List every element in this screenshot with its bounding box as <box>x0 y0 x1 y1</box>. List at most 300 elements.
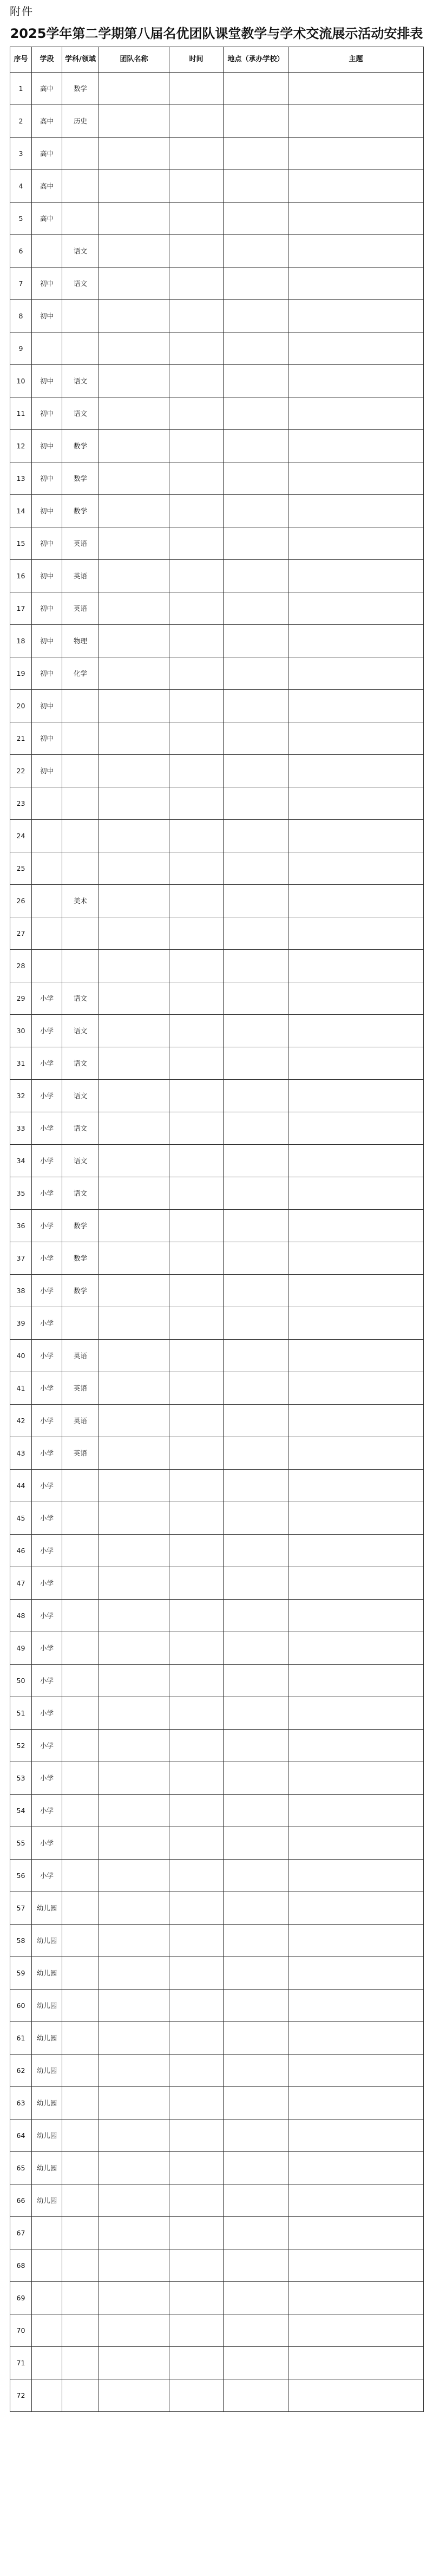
col-header-topic: 主题 <box>288 47 424 73</box>
table-row <box>10 722 424 755</box>
row-stage <box>32 1437 62 1470</box>
row-stage-text: 小学 <box>40 1059 54 1067</box>
row-stage <box>32 2120 62 2152</box>
row-venue <box>224 2022 288 2055</box>
row-time <box>169 2055 224 2087</box>
row-number-text: 44 <box>16 1481 25 1490</box>
row-venue <box>224 1892 288 1925</box>
row-subject-text: 语文 <box>73 376 87 385</box>
row-subject <box>62 950 99 982</box>
row-subject <box>62 1535 99 1567</box>
row-stage-text: 初中 <box>40 571 54 580</box>
row-stage-text: 小学 <box>40 1481 54 1490</box>
row-number <box>10 203 32 235</box>
row-time <box>169 105 224 138</box>
row-stage <box>32 1210 62 1242</box>
row-stage <box>32 300 62 332</box>
row-time <box>169 1047 224 1080</box>
row-stage <box>32 2184 62 2217</box>
row-stage-text: 小学 <box>40 1579 54 1587</box>
row-subject <box>62 2282 99 2314</box>
row-stage <box>32 1535 62 1567</box>
row-number <box>10 332 32 365</box>
row-topic <box>288 625 424 657</box>
row-subject <box>62 1307 99 1340</box>
row-venue <box>224 365 288 397</box>
row-number-text: 35 <box>16 1189 25 1197</box>
row-topic <box>288 1990 424 2022</box>
row-topic <box>288 235 424 268</box>
row-subject-text: 数学 <box>73 1221 87 1230</box>
row-subject <box>62 1405 99 1437</box>
row-stage-text: 初中 <box>40 441 54 450</box>
row-subject <box>62 332 99 365</box>
row-subject <box>62 2347 99 2379</box>
row-time <box>169 430 224 462</box>
row-team-name <box>99 1372 169 1405</box>
row-stage-text: 小学 <box>40 1026 54 1035</box>
row-venue <box>224 2152 288 2184</box>
row-subject-text: 语文 <box>73 1189 87 1197</box>
table-row <box>10 2184 424 2217</box>
table-row <box>10 657 424 690</box>
row-topic <box>288 1665 424 1697</box>
row-number <box>10 1860 32 1892</box>
row-number <box>10 2120 32 2152</box>
table-row <box>10 917 424 950</box>
row-topic <box>288 1275 424 1307</box>
row-topic <box>288 527 424 560</box>
row-subject <box>62 1112 99 1145</box>
row-venue <box>224 170 288 203</box>
row-time <box>169 1990 224 2022</box>
row-stage <box>32 1860 62 1892</box>
row-number <box>10 1892 32 1925</box>
row-time <box>169 1307 224 1340</box>
row-number-text: 63 <box>16 2098 25 2107</box>
row-subject <box>62 2087 99 2120</box>
row-number-text: 54 <box>16 1806 25 1815</box>
row-team-name <box>99 1632 169 1665</box>
row-number-text: 41 <box>16 1384 25 1392</box>
table-row <box>10 1957 424 1990</box>
row-number-text: 31 <box>16 1059 25 1067</box>
row-venue <box>224 560 288 592</box>
row-time <box>169 1437 224 1470</box>
row-time <box>169 1925 224 1957</box>
row-subject <box>62 1340 99 1372</box>
row-topic <box>288 268 424 300</box>
row-number <box>10 170 32 203</box>
row-subject <box>62 1860 99 1892</box>
page-title: 2025学年第二学期第八届名优团队课堂教学与学术交流展示活动安排表 <box>10 26 423 41</box>
row-topic <box>288 690 424 722</box>
row-team-name <box>99 1502 169 1535</box>
row-subject-text: 语文 <box>73 1059 87 1067</box>
row-number-text: 60 <box>16 2001 25 2010</box>
row-number <box>10 1567 32 1600</box>
row-number <box>10 2347 32 2379</box>
row-number-text: 48 <box>16 1611 25 1620</box>
row-venue <box>224 2217 288 2249</box>
row-number <box>10 1015 32 1047</box>
row-stage <box>32 1372 62 1405</box>
row-subject <box>62 1145 99 1177</box>
row-subject <box>62 235 99 268</box>
row-stage-text: 高中 <box>40 116 54 125</box>
row-time <box>169 787 224 820</box>
row-subject <box>62 397 99 430</box>
row-stage-text: 幼儿园 <box>36 1968 57 1977</box>
row-team-name <box>99 2022 169 2055</box>
row-time <box>169 300 224 332</box>
row-number-text: 17 <box>16 604 25 612</box>
row-stage-text: 小学 <box>40 1384 54 1392</box>
row-team-name <box>99 885 169 917</box>
row-venue <box>224 852 288 885</box>
row-subject <box>62 820 99 852</box>
row-number-text: 1 <box>18 84 23 93</box>
row-time <box>169 1080 224 1112</box>
row-number-text: 15 <box>16 539 25 547</box>
row-team-name <box>99 462 169 495</box>
row-stage <box>32 2282 62 2314</box>
row-number <box>10 560 32 592</box>
row-topic <box>288 1372 424 1405</box>
row-number-text: 57 <box>16 1903 25 1912</box>
row-subject-text: 语文 <box>73 1091 87 1100</box>
row-stage-text: 高中 <box>40 149 54 158</box>
row-stage-text: 小学 <box>40 1741 54 1750</box>
row-number <box>10 1535 32 1567</box>
row-number <box>10 365 32 397</box>
row-stage-text: 初中 <box>40 311 54 320</box>
row-time <box>169 1795 224 1827</box>
row-number-text: 39 <box>16 1319 25 1327</box>
row-subject-text: 化学 <box>73 669 87 677</box>
row-time <box>169 2347 224 2379</box>
row-number <box>10 722 32 755</box>
row-stage <box>32 397 62 430</box>
table-row <box>10 1925 424 1957</box>
row-venue <box>224 495 288 527</box>
row-number-text: 29 <box>16 994 25 1002</box>
row-venue <box>224 1112 288 1145</box>
row-topic <box>288 462 424 495</box>
row-stage <box>32 430 62 462</box>
row-team-name <box>99 755 169 787</box>
row-stage-text: 小学 <box>40 1319 54 1327</box>
row-subject <box>62 2184 99 2217</box>
row-team-name <box>99 690 169 722</box>
row-subject <box>62 755 99 787</box>
row-stage <box>32 852 62 885</box>
row-time <box>169 1502 224 1535</box>
row-stage <box>32 2249 62 2282</box>
row-time <box>169 2120 224 2152</box>
row-venue <box>224 2314 288 2347</box>
row-number <box>10 73 32 105</box>
row-subject <box>62 560 99 592</box>
row-venue <box>224 1242 288 1275</box>
row-stage-text: 小学 <box>40 1416 54 1425</box>
row-number-text: 56 <box>16 1871 25 1880</box>
row-subject <box>62 170 99 203</box>
row-time <box>169 1535 224 1567</box>
row-stage-text: 初中 <box>40 669 54 677</box>
row-stage-text: 初中 <box>40 506 54 515</box>
row-venue <box>224 1177 288 1210</box>
row-time <box>169 170 224 203</box>
row-team-name <box>99 2087 169 2120</box>
row-stage-text: 小学 <box>40 1676 54 1685</box>
row-number-text: 25 <box>16 864 25 872</box>
row-number-text: 11 <box>16 409 25 418</box>
row-number <box>10 235 32 268</box>
row-number <box>10 2022 32 2055</box>
row-number-text: 71 <box>16 2358 25 2367</box>
row-stage-text: 小学 <box>40 1189 54 1197</box>
row-subject <box>62 1827 99 1860</box>
row-number <box>10 1957 32 1990</box>
row-stage-text: 初中 <box>40 409 54 418</box>
row-venue <box>224 332 288 365</box>
row-stage <box>32 1470 62 1502</box>
row-number-text: 23 <box>16 799 25 807</box>
row-subject-text: 数学 <box>73 84 87 93</box>
row-venue <box>224 2347 288 2379</box>
row-venue <box>224 105 288 138</box>
row-topic <box>288 203 424 235</box>
row-stage <box>32 2379 62 2412</box>
row-topic <box>288 1015 424 1047</box>
table-row <box>10 1145 424 1177</box>
row-stage <box>32 1795 62 1827</box>
row-stage-text: 小学 <box>40 1611 54 1620</box>
row-time <box>169 2314 224 2347</box>
row-venue <box>224 2282 288 2314</box>
row-stage-text: 初中 <box>40 734 54 742</box>
row-stage-text: 小学 <box>40 1156 54 1165</box>
row-topic <box>288 2282 424 2314</box>
row-venue <box>224 820 288 852</box>
row-stage <box>32 527 62 560</box>
row-stage-text: 高中 <box>40 214 54 223</box>
row-time <box>169 138 224 170</box>
row-time <box>169 950 224 982</box>
row-team-name <box>99 1437 169 1470</box>
row-team-name <box>99 300 169 332</box>
row-team-name <box>99 820 169 852</box>
row-subject <box>62 1567 99 1600</box>
row-venue <box>224 1405 288 1437</box>
row-stage <box>32 462 62 495</box>
row-subject <box>62 2379 99 2412</box>
row-team-name <box>99 2314 169 2347</box>
row-time <box>169 1112 224 1145</box>
row-number-text: 33 <box>16 1124 25 1132</box>
row-subject-text: 数学 <box>73 506 87 515</box>
row-number <box>10 625 32 657</box>
row-number <box>10 430 32 462</box>
row-venue <box>224 1372 288 1405</box>
row-venue <box>224 1210 288 1242</box>
row-team-name <box>99 1080 169 1112</box>
row-team-name <box>99 1957 169 1990</box>
row-stage <box>32 1665 62 1697</box>
row-number-text: 2 <box>18 116 23 125</box>
row-venue <box>224 1600 288 1632</box>
row-team-name <box>99 2282 169 2314</box>
row-subject-text: 语文 <box>73 994 87 1002</box>
row-topic <box>288 2217 424 2249</box>
row-time <box>169 268 224 300</box>
table-row <box>10 1340 424 1372</box>
row-subject <box>62 2249 99 2282</box>
row-subject-text: 英语 <box>73 571 87 580</box>
row-number-text: 16 <box>16 571 25 580</box>
row-topic <box>288 1047 424 1080</box>
table-row <box>10 1242 424 1275</box>
row-subject <box>62 1957 99 1990</box>
row-stage-text: 初中 <box>40 474 54 482</box>
row-stage <box>32 690 62 722</box>
row-number-text: 26 <box>16 896 25 905</box>
row-stage <box>32 235 62 268</box>
row-number <box>10 1990 32 2022</box>
row-team-name <box>99 1112 169 1145</box>
row-number <box>10 300 32 332</box>
row-number-text: 22 <box>16 766 25 775</box>
row-time <box>169 1405 224 1437</box>
row-stage <box>32 560 62 592</box>
row-number-text: 68 <box>16 2261 25 2270</box>
row-time <box>169 1210 224 1242</box>
row-number <box>10 1210 32 1242</box>
row-topic <box>288 1730 424 1762</box>
row-subject-text: 英语 <box>73 539 87 547</box>
row-team-name <box>99 1925 169 1957</box>
row-topic <box>288 105 424 138</box>
row-time <box>169 203 224 235</box>
table-row <box>10 1372 424 1405</box>
table-row <box>10 430 424 462</box>
table-row <box>10 1015 424 1047</box>
row-time <box>169 1697 224 1730</box>
row-stage-text: 小学 <box>40 1644 54 1652</box>
row-number <box>10 755 32 787</box>
table-row <box>10 2217 424 2249</box>
table-row <box>10 1665 424 1697</box>
row-topic <box>288 1860 424 1892</box>
row-number-text: 9 <box>18 344 23 353</box>
row-number <box>10 1307 32 1340</box>
row-time <box>169 1665 224 1697</box>
row-venue <box>224 1437 288 1470</box>
row-stage <box>32 1275 62 1307</box>
row-number <box>10 462 32 495</box>
row-topic <box>288 2379 424 2412</box>
row-number-text: 36 <box>16 1221 25 1230</box>
row-number-text: 40 <box>16 1351 25 1360</box>
row-venue <box>224 527 288 560</box>
row-venue <box>224 1827 288 1860</box>
row-subject <box>62 1372 99 1405</box>
table-row <box>10 1730 424 1762</box>
row-time <box>169 852 224 885</box>
table-row <box>10 1600 424 1632</box>
row-subject <box>62 2120 99 2152</box>
row-subject <box>62 982 99 1015</box>
row-number-text: 19 <box>16 669 25 677</box>
row-time <box>169 527 224 560</box>
row-time <box>169 625 224 657</box>
row-topic <box>288 2152 424 2184</box>
table-row <box>10 1275 424 1307</box>
row-subject <box>62 2314 99 2347</box>
row-topic <box>288 1697 424 1730</box>
row-number <box>10 1762 32 1795</box>
row-stage <box>32 982 62 1015</box>
table-row <box>10 1177 424 1210</box>
row-stage <box>32 2314 62 2347</box>
row-topic <box>288 2087 424 2120</box>
row-venue <box>224 1502 288 1535</box>
row-number <box>10 1925 32 1957</box>
row-venue <box>224 722 288 755</box>
row-topic <box>288 917 424 950</box>
row-stage <box>32 203 62 235</box>
row-topic <box>288 1795 424 1827</box>
row-venue <box>224 138 288 170</box>
row-time <box>169 1372 224 1405</box>
row-number-text: 18 <box>16 636 25 645</box>
row-venue <box>224 268 288 300</box>
row-subject-text: 语文 <box>73 1156 87 1165</box>
row-venue <box>224 755 288 787</box>
row-stage <box>32 950 62 982</box>
table-row <box>10 2120 424 2152</box>
row-team-name <box>99 73 169 105</box>
row-venue <box>224 625 288 657</box>
row-stage-text: 小学 <box>40 994 54 1002</box>
row-subject-text: 语文 <box>73 409 87 418</box>
row-subject-text: 历史 <box>73 116 87 125</box>
row-team-name <box>99 1275 169 1307</box>
row-number-text: 46 <box>16 1546 25 1555</box>
row-subject <box>62 138 99 170</box>
row-number-text: 42 <box>16 1416 25 1425</box>
row-subject-text: 数学 <box>73 1254 87 1262</box>
row-stage <box>32 170 62 203</box>
row-number <box>10 1502 32 1535</box>
row-stage <box>32 755 62 787</box>
row-stage-text: 小学 <box>40 1838 54 1847</box>
row-topic <box>288 1502 424 1535</box>
row-number <box>10 2087 32 2120</box>
row-number <box>10 592 32 625</box>
row-subject <box>62 1990 99 2022</box>
row-stage <box>32 105 62 138</box>
row-stage <box>32 495 62 527</box>
row-time <box>169 885 224 917</box>
row-team-name <box>99 2055 169 2087</box>
row-venue <box>224 2184 288 2217</box>
row-number <box>10 2314 32 2347</box>
row-team-name <box>99 2184 169 2217</box>
row-team-name <box>99 1405 169 1437</box>
row-time <box>169 235 224 268</box>
